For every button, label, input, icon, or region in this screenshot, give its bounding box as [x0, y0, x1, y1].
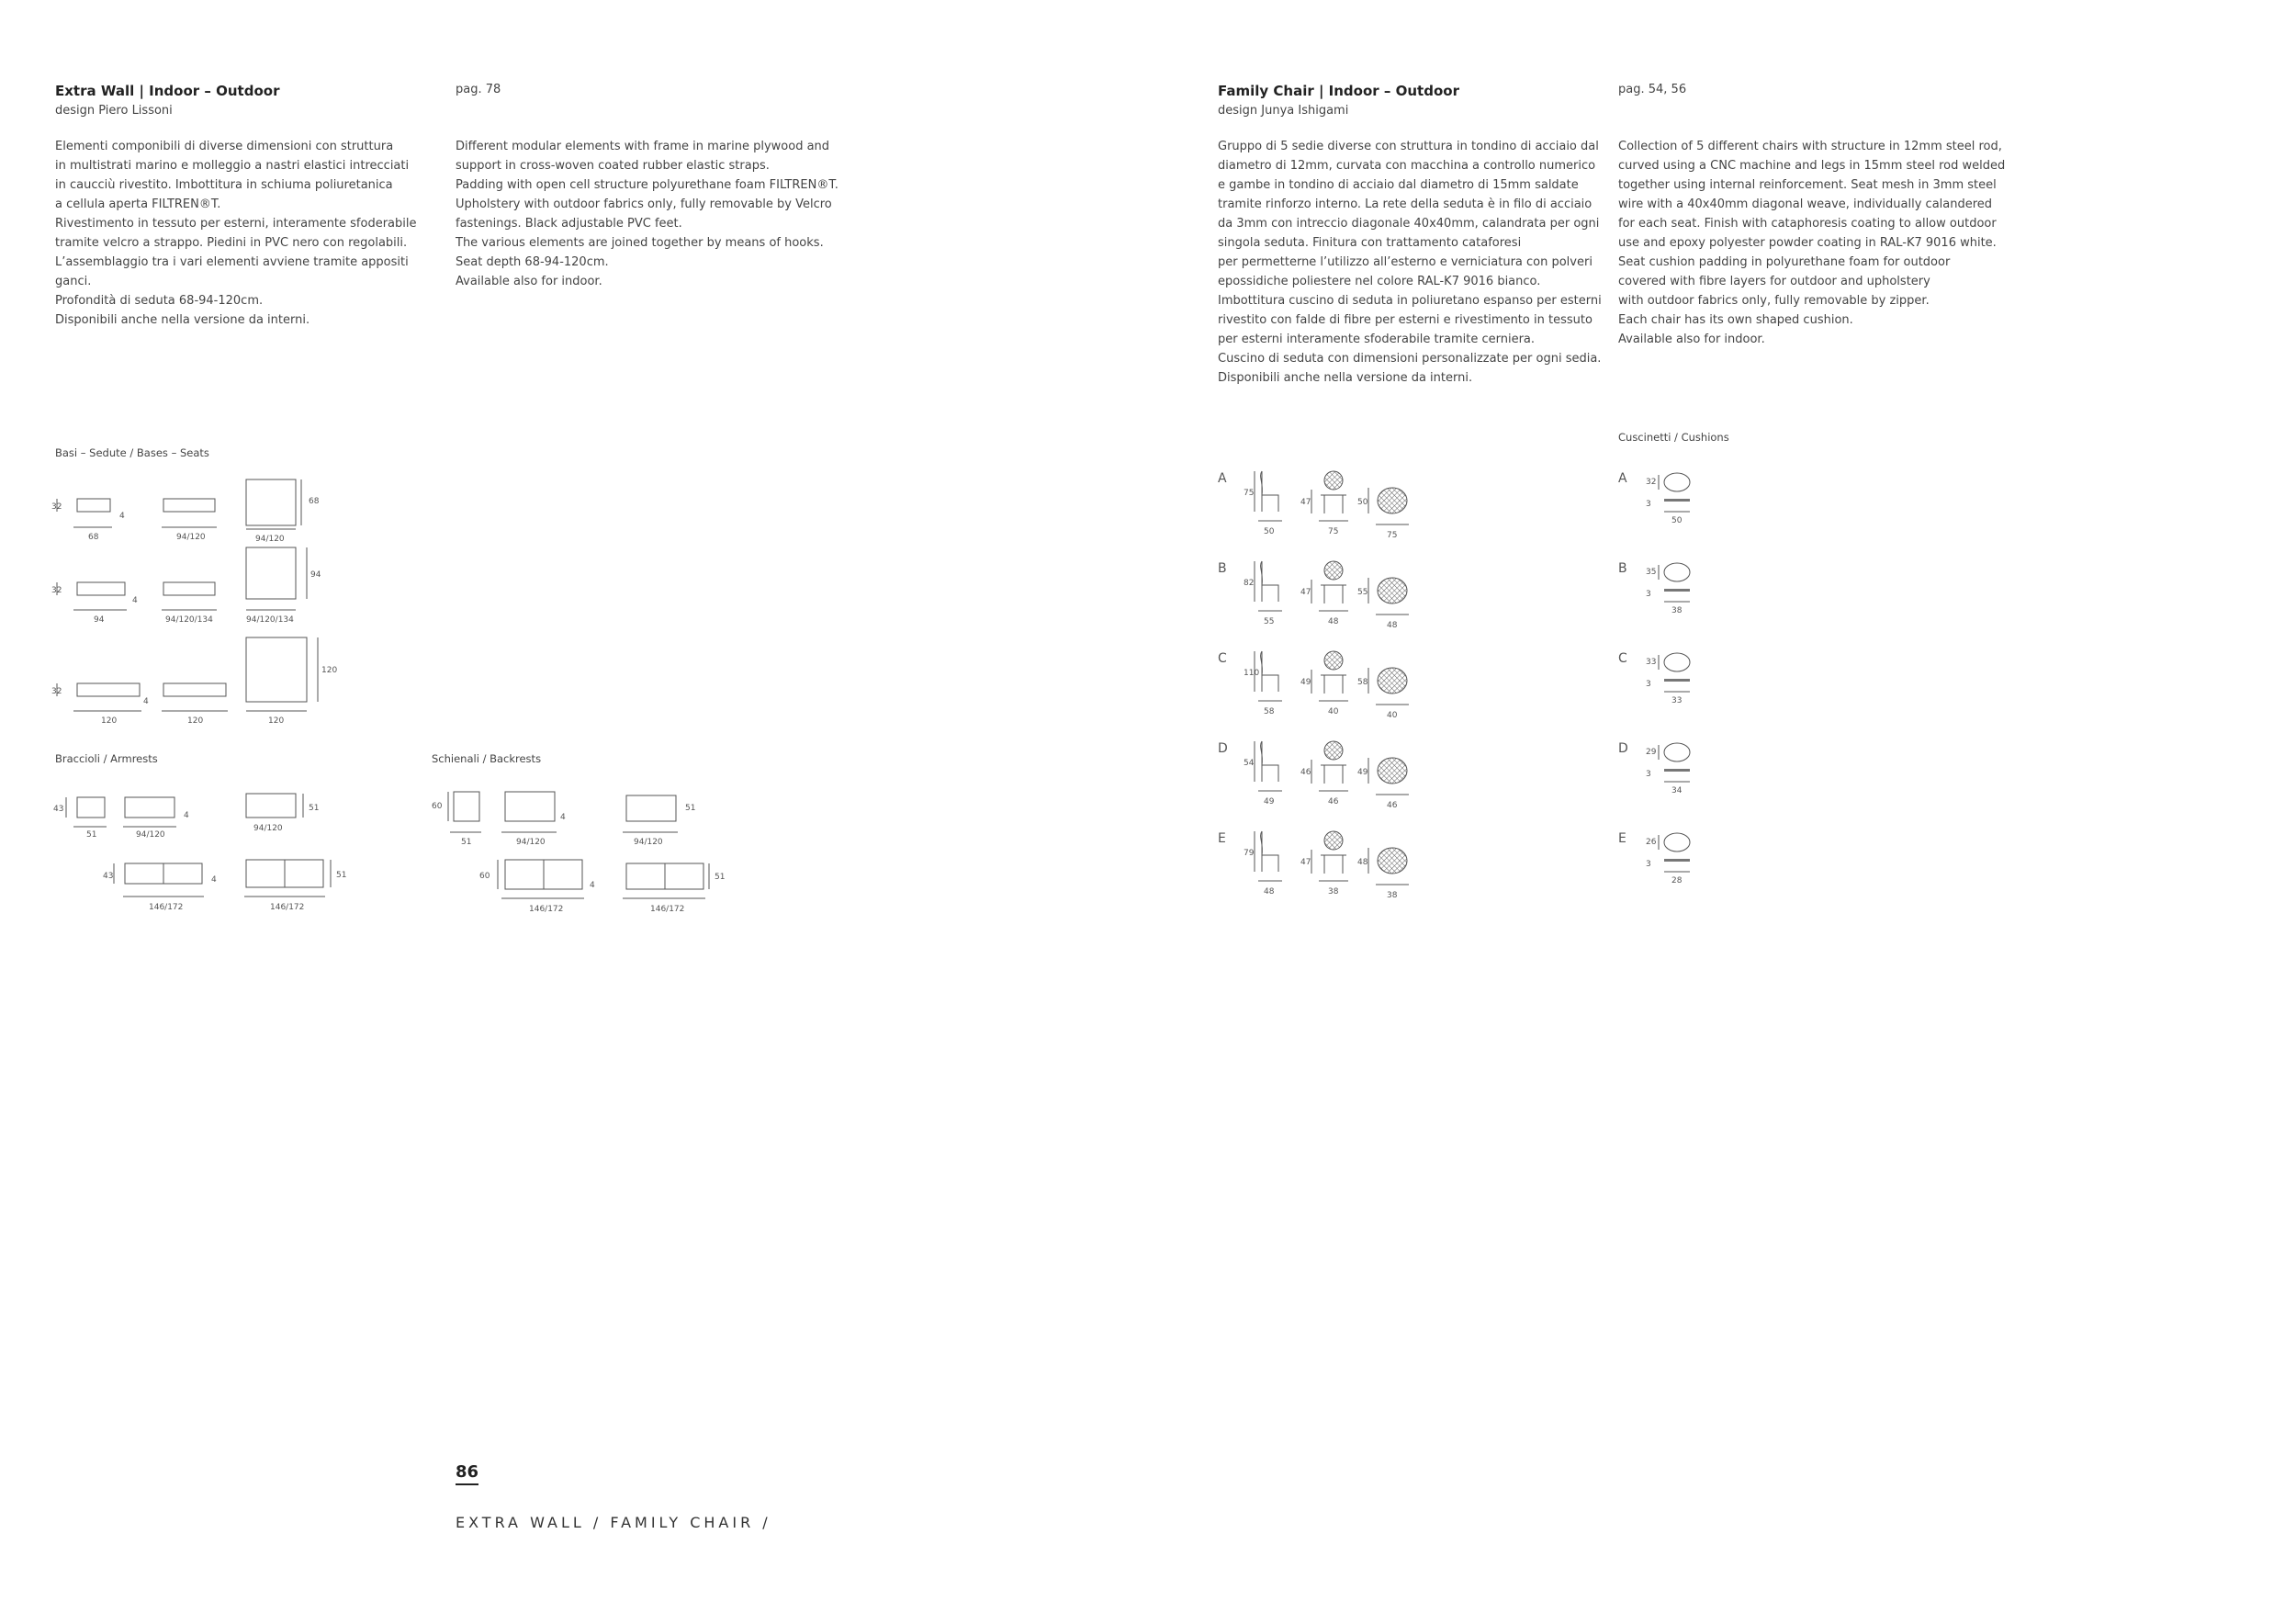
chair-top-view — [1378, 578, 1407, 603]
chair-top-depth: 58 — [1357, 678, 1368, 687]
svg-text:32: 32 — [51, 586, 62, 595]
cushion-side-view — [1664, 769, 1690, 772]
svg-text:146/172: 146/172 — [270, 903, 305, 912]
page-number: 86 — [456, 1462, 478, 1485]
cushion-side-view — [1664, 679, 1690, 682]
svg-text:146/172: 146/172 — [529, 905, 564, 914]
chair-front-legs — [1321, 855, 1346, 874]
cushion-letter: A — [1618, 471, 1627, 486]
cushion-depth: 32 — [1646, 478, 1657, 487]
cushion-thickness: 3 — [1646, 680, 1651, 689]
family-chair-designer: design Junya Ishigami — [1218, 104, 1349, 118]
chair-front-backrest — [1324, 561, 1343, 580]
cushion-top-view — [1664, 833, 1690, 851]
chair-seat-height: 47 — [1300, 588, 1311, 597]
cushion-side-view — [1664, 859, 1690, 862]
cushion-row-d — [1618, 741, 1690, 795]
svg-text:120: 120 — [321, 666, 338, 675]
svg-text:43: 43 — [103, 872, 114, 881]
extra-wall-page-ref: pag. 78 — [456, 83, 501, 96]
svg-text:51: 51 — [715, 873, 726, 882]
extra-wall-description-en: Different modular elements with frame in marine plywood and support in cross-woven coated rubber elastic straps. Padding with open cell structure polyurethane foam FILTREN®T. Upholstery with outdoor fabrics only, fully removable by Velcro fastenings. Black adjustable PVC feet. The various elements are joined together by means of hooks. Seat depth 68-94-120cm. Available also for indoor. — [456, 140, 838, 288]
cushion-depth: 29 — [1646, 748, 1657, 757]
chair-width-top: 46 — [1387, 801, 1398, 810]
chair-row-a — [1218, 471, 1409, 540]
cushion-thickness: 3 — [1646, 860, 1651, 869]
chair-letter: B — [1218, 561, 1227, 576]
svg-text:60: 60 — [432, 802, 443, 811]
svg-text:4: 4 — [560, 813, 566, 822]
chair-side-view — [1261, 831, 1278, 872]
armrests-section-label: Braccioli / Armrests — [55, 752, 158, 765]
svg-text:4: 4 — [119, 512, 125, 521]
chair-row-e — [1218, 831, 1409, 900]
cushion-thickness: 3 — [1646, 500, 1651, 509]
chair-height: 75 — [1244, 489, 1255, 498]
chair-seat-height: 46 — [1300, 768, 1311, 777]
svg-text:120: 120 — [268, 716, 285, 726]
extra-wall-description-it: Elementi componibili di diverse dimensioni con struttura in multistrati marino e molleggio a nastri elastici intrecciati in caucciù rivestito. Imbottitura in schiuma poliuretanica a cellula aperta FILTREN®T. Rivestimento in tessuto per esterni, interamente sfoderabile tramite velcro a strappo. Piedini in PVC nero con regolabili. L’assemblaggio tra i vari elementi avviene tramite appositi ganci. Profondità di seduta 68-94-120cm. Disponibili anche nella versione da interni. — [55, 140, 417, 327]
svg-text:32: 32 — [51, 687, 62, 696]
chair-width-top: 75 — [1387, 531, 1398, 540]
cushion-letter: C — [1618, 651, 1627, 666]
chair-width-front: 48 — [1328, 617, 1339, 626]
chair-side-view — [1261, 561, 1278, 602]
chair-letter: D — [1218, 741, 1228, 756]
svg-text:94: 94 — [94, 615, 105, 625]
cushion-width: 50 — [1671, 516, 1683, 525]
cushion-side-view — [1664, 499, 1690, 502]
family-chair-description-it: Gruppo di 5 sedie diverse con struttura in tondino di acciaio dal diametro di 12mm, curvata con macchina a controllo numerico e gambe in tondino di acciaio dal diametro di 15mm saldate tramite rinforzo interno. La rete della seduta è in filo di acciaio da 3mm con intreccio diagonale 40x40mm, calandrata per ogni singola seduta. Finitura con trattamento cataforesi per permetterne l’utilizzo all’esterno e verniciatura con polveri epossidiche poliestere nel colore RAL-K7 9016 bianco. Imbottitura cuscino di seduta in poliuretano espanso per esterni rivestito con falde di fibre per esterni e rivestimento in tessuto per esterni interamente sfoderabile tramite cerniera. Cuscino di seduta con dimensioni personalizzate per ogni sedia. Disponibili anche nella versione da interni. — [1218, 140, 1602, 385]
svg-text:4: 4 — [184, 811, 189, 820]
chair-front-backrest — [1324, 831, 1343, 850]
chair-width-top: 40 — [1387, 711, 1398, 720]
svg-text:68: 68 — [309, 497, 320, 506]
svg-text:51: 51 — [685, 804, 696, 813]
cushion-depth: 33 — [1646, 658, 1657, 667]
chair-width-side: 55 — [1264, 617, 1275, 626]
chair-width-front: 38 — [1328, 887, 1339, 897]
chair-letter: E — [1218, 831, 1226, 846]
svg-text:146/172: 146/172 — [149, 903, 184, 912]
chair-width-side: 49 — [1264, 797, 1275, 806]
cushion-thickness: 3 — [1646, 590, 1651, 599]
family-chair-page-ref: pag. 54, 56 — [1618, 83, 1687, 96]
chair-front-legs — [1321, 495, 1346, 513]
cushion-top-view — [1664, 563, 1690, 581]
chair-top-view — [1378, 668, 1407, 694]
chair-height: 82 — [1244, 579, 1255, 588]
svg-text:51: 51 — [86, 830, 97, 840]
chair-width-top: 48 — [1387, 621, 1398, 630]
chair-side-view — [1261, 741, 1278, 782]
seats-diagrams — [46, 468, 358, 735]
svg-text:4: 4 — [211, 875, 217, 885]
cushion-top-view — [1664, 743, 1690, 761]
chair-front-legs — [1321, 675, 1346, 694]
chair-top-depth: 55 — [1357, 588, 1368, 597]
running-title: EXTRA WALL / FAMILY CHAIR / — [456, 1514, 771, 1531]
chair-row-c — [1218, 651, 1409, 720]
svg-text:94: 94 — [310, 570, 321, 580]
svg-text:120: 120 — [101, 716, 118, 726]
cushion-letter: D — [1618, 741, 1628, 756]
cushion-width: 28 — [1671, 876, 1683, 885]
armrests-diagrams — [46, 781, 349, 928]
svg-text:94/120/134: 94/120/134 — [165, 615, 213, 625]
chair-top-depth: 50 — [1357, 498, 1368, 507]
cushion-letter: B — [1618, 561, 1627, 576]
cushion-top-view — [1664, 473, 1690, 491]
svg-text:4: 4 — [590, 881, 595, 890]
svg-text:146/172: 146/172 — [650, 905, 685, 914]
chair-seat-height: 47 — [1300, 498, 1311, 507]
chair-width-front: 75 — [1328, 527, 1339, 536]
chair-width-side: 58 — [1264, 707, 1275, 716]
cushion-width: 33 — [1671, 696, 1683, 705]
svg-text:94/120: 94/120 — [136, 830, 165, 840]
chair-seat-height: 49 — [1300, 678, 1311, 687]
cushion-row-a — [1618, 471, 1690, 525]
chair-height: 54 — [1244, 759, 1255, 768]
svg-text:94/120: 94/120 — [516, 838, 546, 847]
cushion-row-c — [1618, 651, 1690, 705]
extra-wall-title: Extra Wall | Indoor – Outdoor — [55, 83, 280, 99]
cushion-thickness: 3 — [1646, 770, 1651, 779]
seats-section-label: Basi – Sedute / Bases – Seats — [55, 446, 209, 459]
svg-text:94/120: 94/120 — [253, 824, 283, 833]
chair-width-front: 46 — [1328, 797, 1339, 806]
svg-text:4: 4 — [132, 596, 138, 605]
family-chair-diagrams — [1218, 464, 1457, 923]
chair-seat-height: 47 — [1300, 858, 1311, 867]
cushion-top-view — [1664, 653, 1690, 671]
svg-text:94/120/134: 94/120/134 — [246, 615, 294, 625]
extra-wall-designer: design Piero Lissoni — [55, 104, 173, 118]
svg-text:51: 51 — [461, 838, 472, 847]
chair-row-d — [1218, 741, 1409, 810]
backrests-section-label: Schienali / Backrests — [432, 752, 542, 765]
chair-side-view — [1261, 651, 1278, 692]
chair-row-b — [1218, 561, 1409, 630]
chair-top-view — [1378, 758, 1407, 784]
cushion-width: 34 — [1671, 786, 1683, 795]
chair-front-backrest — [1324, 741, 1343, 760]
svg-text:120: 120 — [187, 716, 204, 726]
cushions-section-label: Cuscinetti / Cushions — [1618, 431, 1729, 444]
svg-text:4: 4 — [143, 697, 149, 706]
svg-text:94/120: 94/120 — [255, 535, 285, 544]
cushion-side-view — [1664, 589, 1690, 592]
chair-width-side: 48 — [1264, 887, 1275, 897]
svg-text:32: 32 — [51, 502, 62, 512]
chair-top-view — [1378, 848, 1407, 874]
chair-side-view — [1261, 471, 1278, 512]
backrests-diagrams — [422, 781, 753, 928]
cushion-letter: E — [1618, 831, 1626, 846]
chair-letter: A — [1218, 471, 1227, 486]
chair-top-depth: 48 — [1357, 858, 1368, 867]
cushion-row-b — [1618, 561, 1690, 615]
cushion-diagrams — [1618, 464, 1728, 905]
svg-text:94/120: 94/120 — [176, 533, 206, 542]
svg-text:51: 51 — [309, 804, 320, 813]
chair-width-front: 40 — [1328, 707, 1339, 716]
svg-text:43: 43 — [53, 805, 64, 814]
chair-front-backrest — [1324, 471, 1343, 490]
cushion-width: 38 — [1671, 606, 1683, 615]
chair-front-legs — [1321, 585, 1346, 603]
cushion-depth: 26 — [1646, 838, 1657, 847]
chair-front-legs — [1321, 765, 1346, 784]
chair-letter: C — [1218, 651, 1227, 666]
svg-text:51: 51 — [336, 871, 347, 880]
chair-height: 110 — [1244, 669, 1260, 678]
chair-width-top: 38 — [1387, 891, 1398, 900]
svg-text:94/120: 94/120 — [634, 838, 663, 847]
family-chair-title: Family Chair | Indoor – Outdoor — [1218, 83, 1459, 99]
chair-top-view — [1378, 488, 1407, 513]
svg-text:60: 60 — [479, 872, 490, 881]
chair-height: 79 — [1244, 849, 1255, 858]
cushion-depth: 35 — [1646, 568, 1657, 577]
chair-width-side: 50 — [1264, 527, 1275, 536]
chair-front-backrest — [1324, 651, 1343, 670]
svg-text:68: 68 — [88, 533, 99, 542]
family-chair-description-en: Collection of 5 different chairs with structure in 12mm steel rod, curved using a CNC machine and legs in 15mm steel rod welded together using internal reinforcement. Seat mesh in 3mm steel wire with a 40x40mm diagonal weave, individually calandered for each seat. Finish with cataphoresis coating to allow outdoor use and epoxy polyester powder coating in RAL-K7 9016 white. Seat cushion padding in polyurethane foam for outdoor covered with fibre layers for outdoor and upholstery with outdoor fabrics only, fully removable by zipper. Each chair has its own shaped cushion. Available also for indoor. — [1618, 140, 2006, 346]
chair-top-depth: 49 — [1357, 768, 1368, 777]
cushion-row-e — [1618, 831, 1690, 885]
